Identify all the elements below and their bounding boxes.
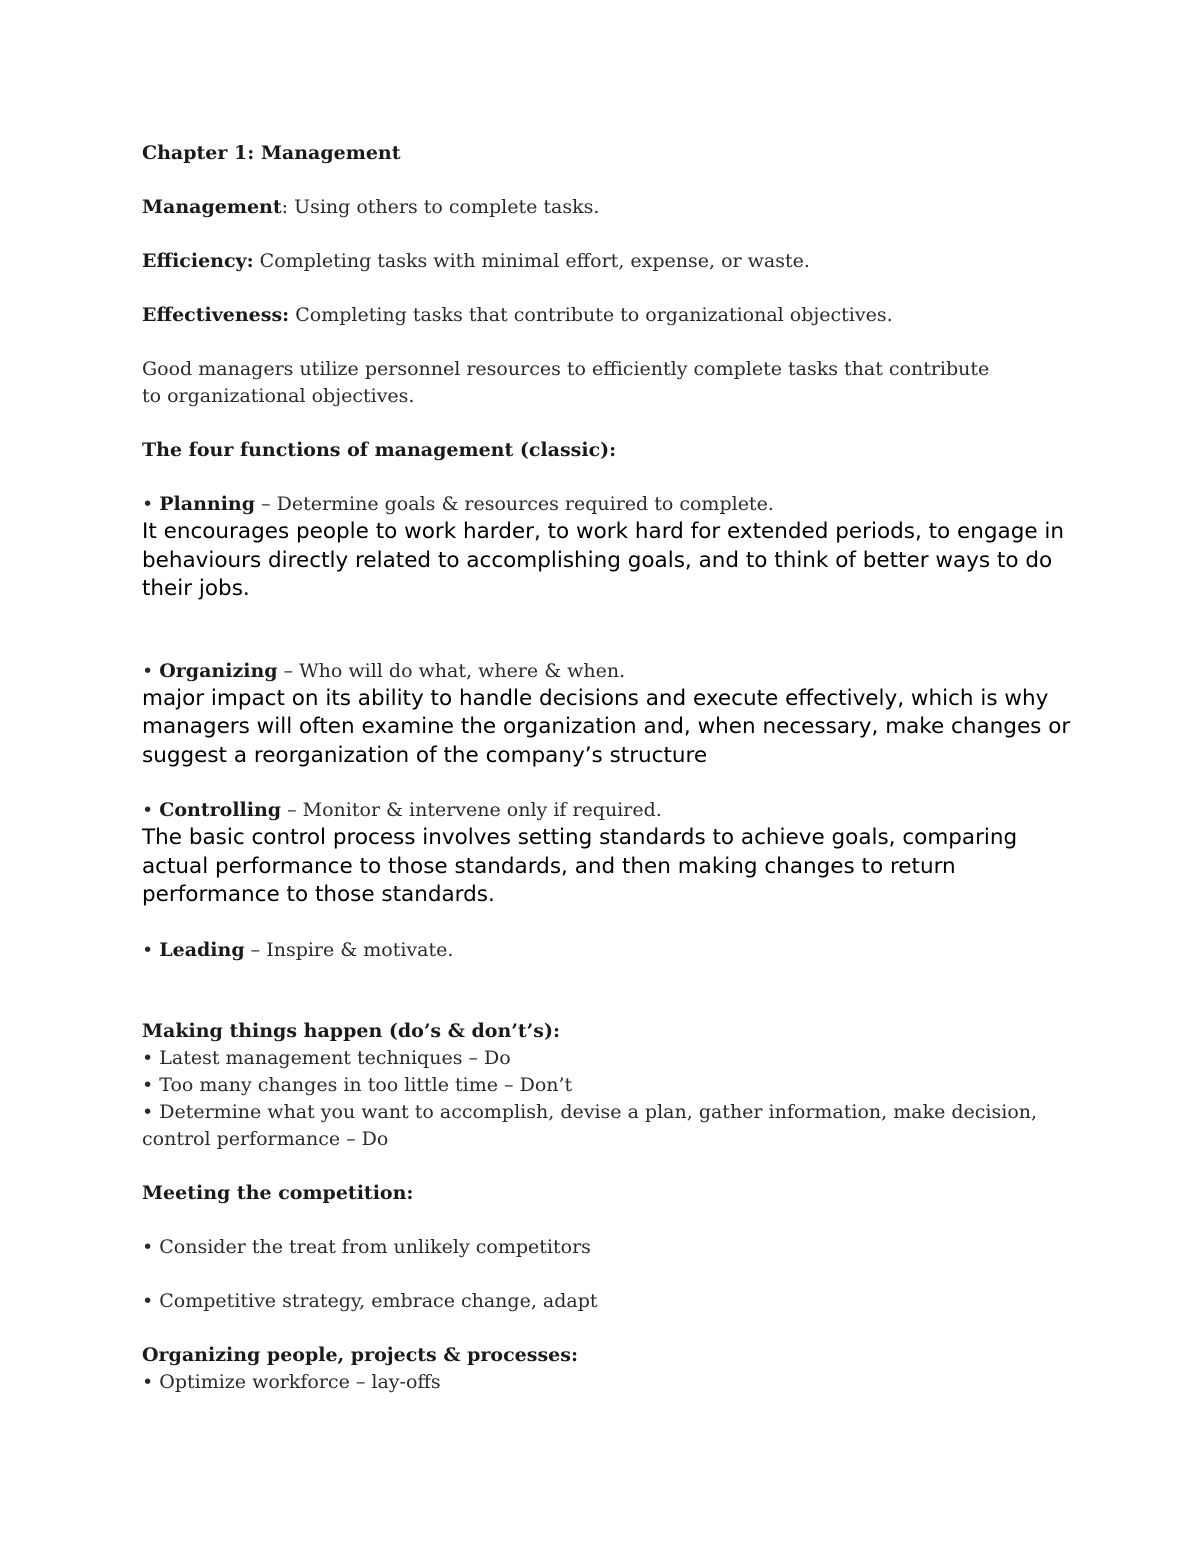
making-things-happen-heading: Making things happen (do’s & don’t’s): [142, 1019, 560, 1042]
definition-management: Management: Using others to complete tasks. [142, 196, 600, 218]
organizing-note: major impact on its ability to handle decisions and execute effectively, which is why managers will often examine the organization and, when necessary, make changes or suggest a reorganization of the company’s structure [142, 685, 1071, 768]
definition-effectiveness: Effectiveness: Completing tasks that contribute to organizational objectives. [142, 304, 893, 326]
list-item: • Optimize workforce – lay-offs [142, 1370, 441, 1393]
list-item: • Consider the treat from unlikely competitors [142, 1235, 591, 1258]
document-page [142, 140, 1072, 1396]
meeting-competition-heading: Meeting the competition: [142, 1181, 414, 1204]
list-item: • Latest management techniques – Do [142, 1046, 511, 1069]
chapter-title: Chapter 1: Management [142, 142, 401, 164]
list-item: • Determine what you want to accomplish, devise a plan, gather information, make decision, control performance – Do [142, 1100, 1038, 1150]
four-functions-heading: The four functions of management (classic): [142, 439, 617, 461]
organizing-item: • Organizing – Who will do what, where & when. [142, 659, 626, 682]
organizing-people-heading: Organizing people, projects & processes: [142, 1343, 578, 1366]
controlling-item: • Controlling – Monitor & intervene only if required. [142, 799, 662, 821]
planning-item: • Planning – Determine goals & resources required to complete. [142, 493, 774, 515]
list-item: • Competitive strategy, embrace change, adapt [142, 1289, 598, 1312]
controlling-note: The basic control process involves setting standards to achieve goals, comparing actual performance to those standards, and then making changes to return performance to those standards. [142, 825, 1018, 907]
leading-item: • Leading – Inspire & motivate. [142, 938, 454, 961]
planning-note: It encourages people to work harder, to work hard for extended periods, to engage in behaviours directly related to accomplishing goals, and to think of better ways to do their jobs. [142, 519, 1065, 601]
list-item: • Too many changes in too little time – Don’t [142, 1073, 573, 1096]
good-managers-paragraph: Good managers utilize personnel resources to efficiently complete tasks that contribute to organizational objectives. [142, 358, 990, 407]
definition-efficiency: Efficiency: Completing tasks with minimal effort, expense, or waste. [142, 250, 810, 272]
